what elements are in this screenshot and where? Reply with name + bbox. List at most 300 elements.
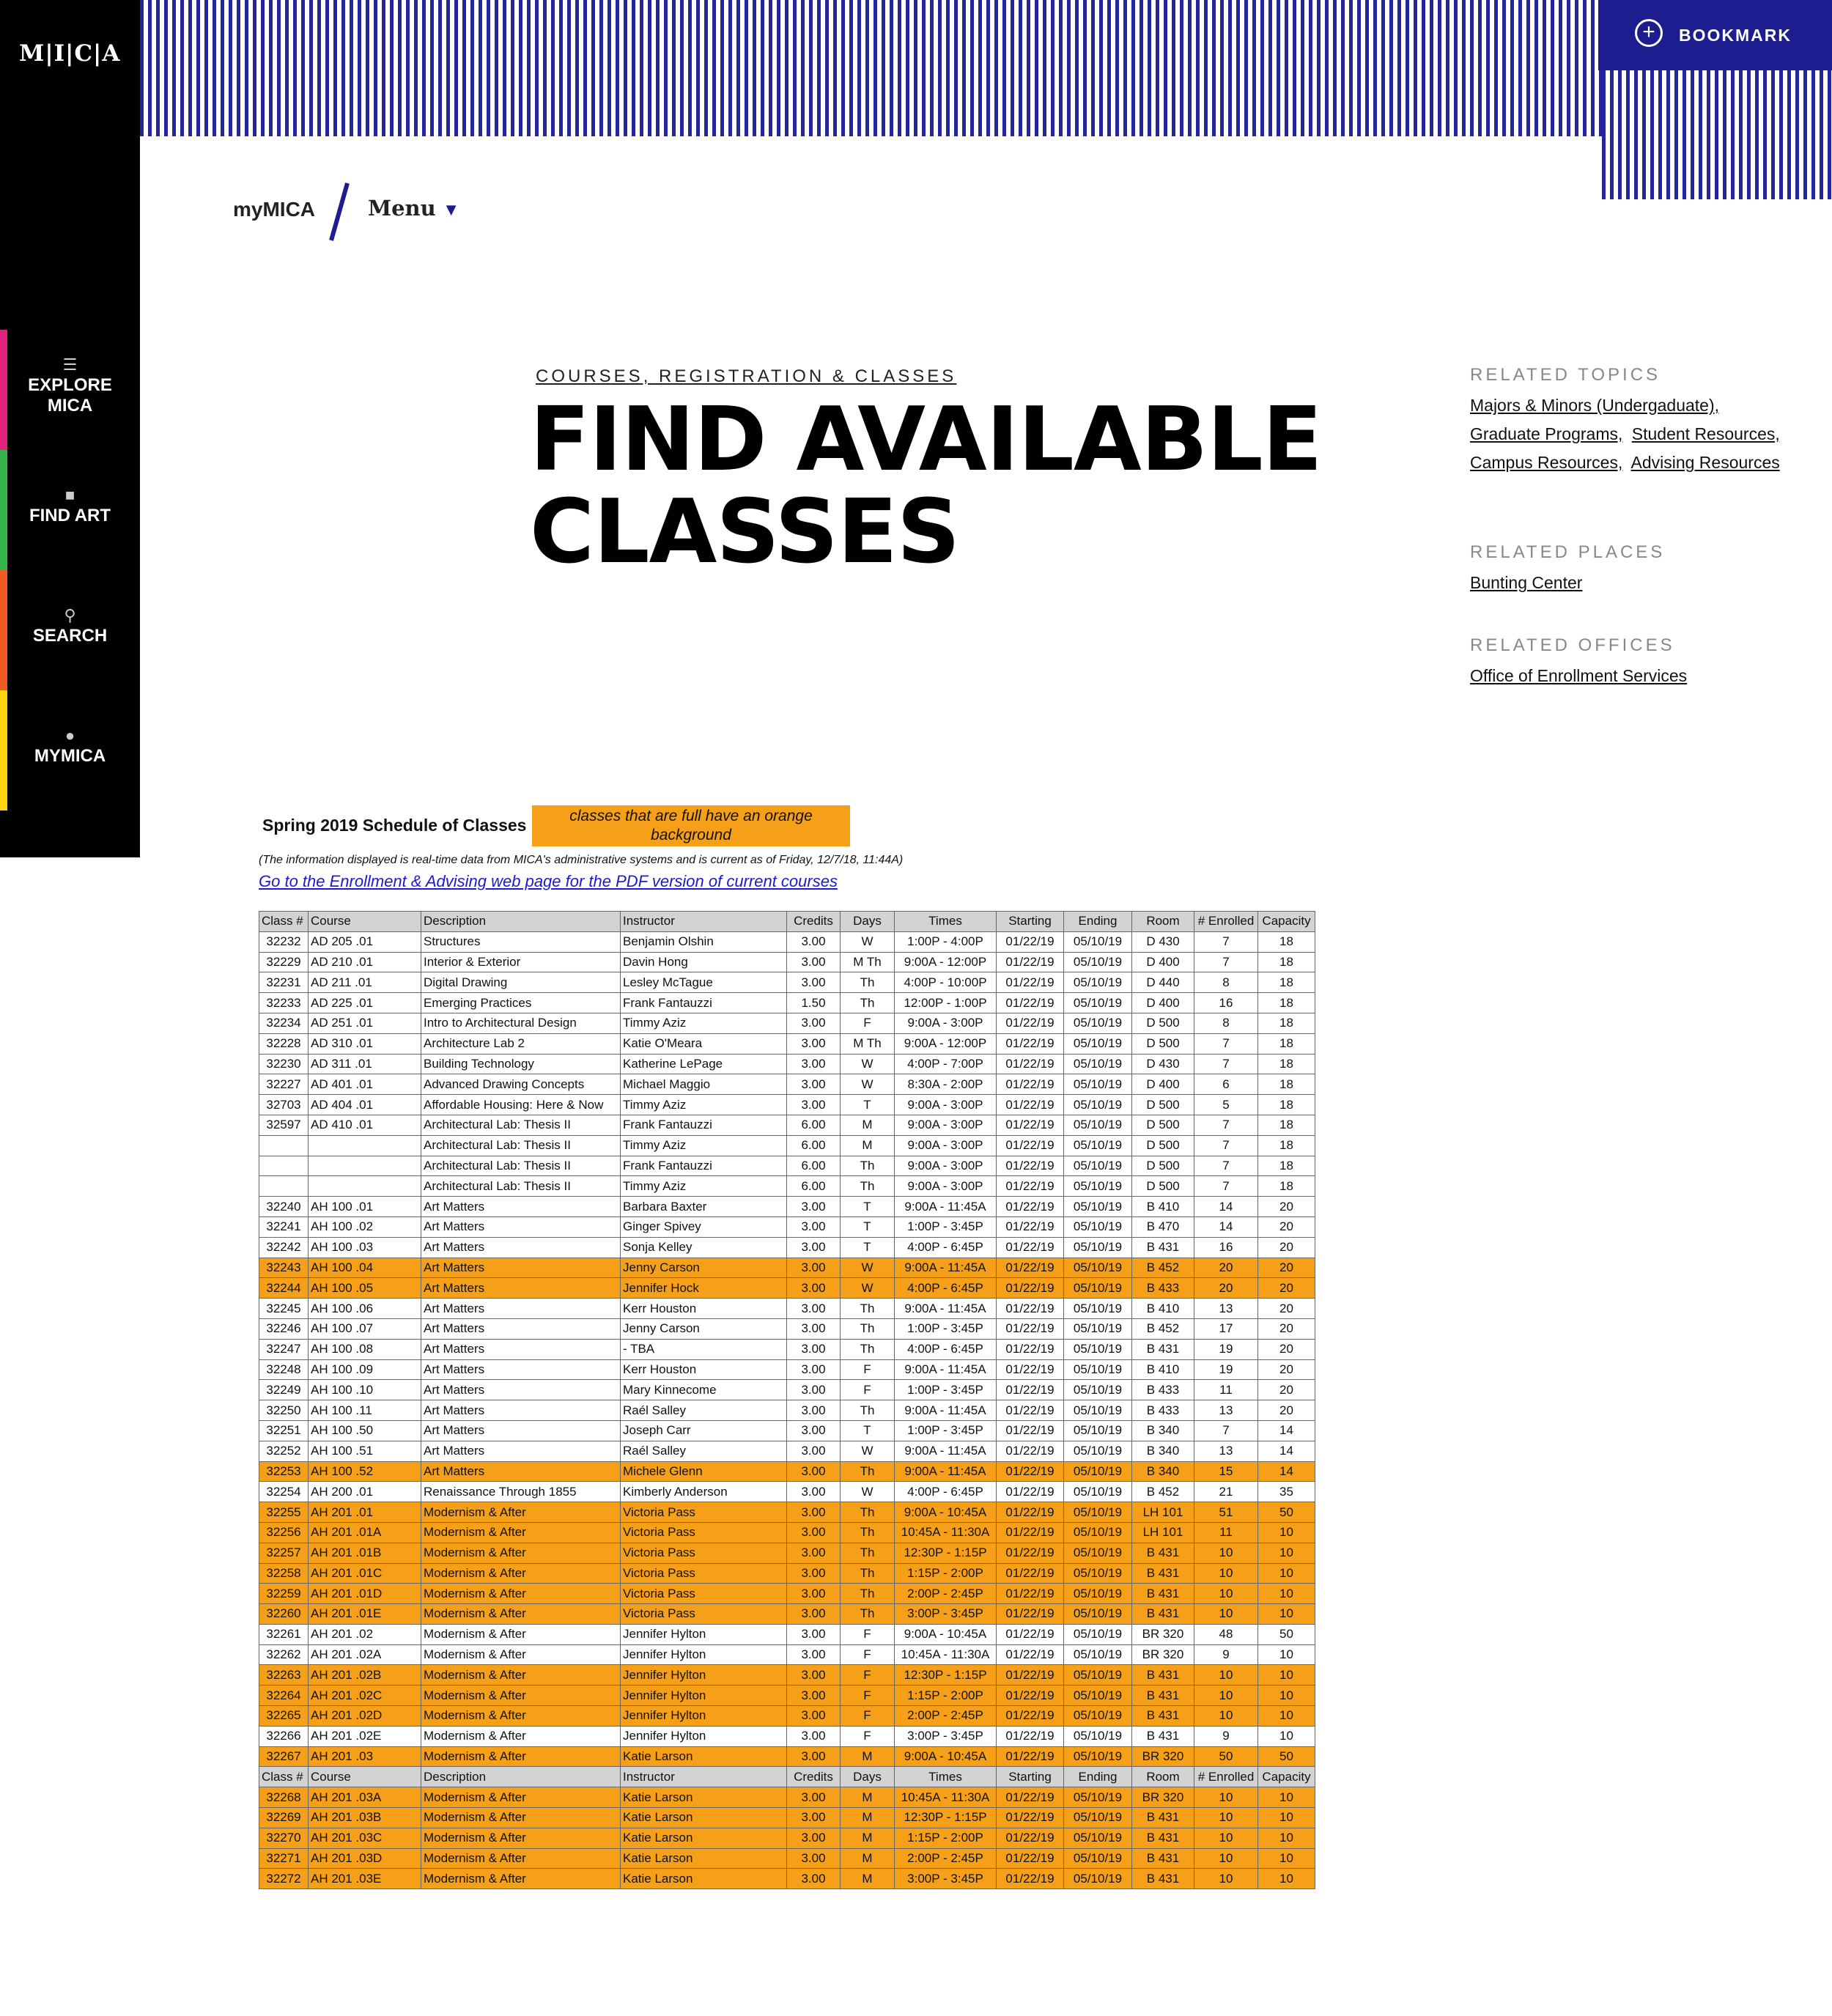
table-cell: 32231 [259, 972, 309, 993]
table-cell: 01/22/19 [997, 1706, 1064, 1727]
table-cell: 9:00A - 3:00P [895, 1095, 997, 1115]
table-cell: Art Matters [421, 1299, 621, 1319]
table-cell: 01/22/19 [997, 1828, 1064, 1848]
table-cell: AH 100 .07 [309, 1318, 421, 1339]
column-header: Class # [259, 1767, 309, 1787]
table-cell: Architectural Lab: Thesis II [421, 1135, 621, 1156]
table-cell: 7 [1194, 952, 1258, 972]
table-cell: BR 320 [1132, 1624, 1194, 1644]
table-cell: 7 [1194, 1420, 1258, 1441]
table-cell: 1:00P - 3:45P [895, 1318, 997, 1339]
column-header: Credits [787, 1767, 841, 1787]
column-header: Starting [997, 912, 1064, 932]
table-cell: AH 100 .51 [309, 1441, 421, 1461]
table-cell: 3.00 [787, 952, 841, 972]
table-cell: 32271 [259, 1848, 309, 1869]
table-cell: 18 [1258, 1176, 1315, 1197]
table-cell: 4:00P - 10:00P [895, 972, 997, 993]
pdf-version-link[interactable]: Go to the Enrollment & Advising web page for the PDF version of current courses [259, 872, 838, 890]
related-topic-link[interactable]: Student Resources, [1631, 424, 1780, 443]
table-cell: 05/10/19 [1064, 1380, 1132, 1400]
table-cell: 3.00 [787, 1278, 841, 1299]
table-cell: 9:00A - 11:45A [895, 1400, 997, 1421]
table-cell: 10 [1258, 1848, 1315, 1869]
table-cell: F [841, 1726, 895, 1746]
menu-dropdown[interactable] [368, 196, 457, 221]
table-row [259, 1237, 1315, 1258]
table-cell: D 500 [1132, 1176, 1194, 1197]
table-cell: Katie Larson [621, 1828, 787, 1848]
table-cell: B 431 [1132, 1604, 1194, 1625]
table-cell: AH 201 .02E [309, 1726, 421, 1746]
table-cell: 01/22/19 [997, 1644, 1064, 1665]
table-cell: AH 201 .03D [309, 1848, 421, 1869]
table-row [259, 1359, 1315, 1380]
table-cell: 10 [1194, 1665, 1258, 1685]
table-cell: 32261 [259, 1624, 309, 1644]
table-cell: 35 [1258, 1482, 1315, 1502]
table-cell: 32229 [259, 952, 309, 972]
column-header: Days [841, 1767, 895, 1787]
page-title-line: CLASSES [530, 481, 960, 583]
table-cell: Art Matters [421, 1278, 621, 1299]
table-cell: 01/22/19 [997, 1543, 1064, 1563]
book-icon: ■ [64, 486, 75, 504]
table-cell: 8:30A - 2:00P [895, 1074, 997, 1095]
table-cell: AH 100 .06 [309, 1299, 421, 1319]
table-cell: B 433 [1132, 1278, 1194, 1299]
table-cell: AD 251 .01 [309, 1013, 421, 1033]
table-cell: 32251 [259, 1420, 309, 1441]
table-cell: 50 [1258, 1502, 1315, 1523]
table-cell: 9:00A - 3:00P [895, 1135, 997, 1156]
table-row [259, 1624, 1315, 1644]
table-cell: Modernism & After [421, 1808, 621, 1828]
table-cell: Modernism & After [421, 1502, 621, 1523]
table-cell: 01/22/19 [997, 1318, 1064, 1339]
table-cell: 05/10/19 [1064, 952, 1132, 972]
table-cell: 19 [1194, 1339, 1258, 1359]
related-topic-link[interactable]: Majors & Minors (Undergaduate), [1470, 396, 1720, 415]
table-cell: Victoria Pass [621, 1584, 787, 1604]
table-cell: 18 [1258, 1115, 1315, 1135]
table-cell: 50 [1258, 1624, 1315, 1644]
table-cell: 18 [1258, 1054, 1315, 1074]
table-cell: 12:30P - 1:15P [895, 1543, 997, 1563]
table-cell: Barbara Baxter [621, 1197, 787, 1217]
table-cell: 3.00 [787, 1013, 841, 1033]
table-row [259, 1848, 1315, 1869]
table-cell: Art Matters [421, 1400, 621, 1421]
table-cell: 32249 [259, 1380, 309, 1400]
table-cell [259, 1176, 309, 1197]
related-offices-heading: RELATED OFFICES [1470, 635, 1675, 655]
table-cell: 1:00P - 3:45P [895, 1380, 997, 1400]
table-cell: 19 [1194, 1359, 1258, 1380]
table-cell: AH 201 .01E [309, 1604, 421, 1625]
table-cell: Th [841, 1156, 895, 1176]
table-cell: 32703 [259, 1095, 309, 1115]
table-row [259, 1095, 1315, 1115]
table-cell: Th [841, 1176, 895, 1197]
table-cell: 32266 [259, 1726, 309, 1746]
menu-icon: ☰ [62, 355, 78, 374]
table-cell: 01/22/19 [997, 1482, 1064, 1502]
table-row [259, 1033, 1315, 1054]
related-offices-links [1470, 662, 1792, 690]
table-cell: 05/10/19 [1064, 1746, 1132, 1767]
table-cell: 14 [1258, 1420, 1315, 1441]
slash-divider-icon [328, 182, 350, 242]
table-row [259, 1665, 1315, 1685]
nav-mymica[interactable] [0, 690, 140, 811]
table-cell: 05/10/19 [1064, 1033, 1132, 1054]
table-cell: 05/10/19 [1064, 1237, 1132, 1258]
table-row [259, 1604, 1315, 1625]
table-cell: AH 201 .01 [309, 1502, 421, 1523]
table-cell: 01/22/19 [997, 1339, 1064, 1359]
table-cell: F [841, 1685, 895, 1706]
table-cell: AH 201 .03 [309, 1746, 421, 1767]
table-cell: 32241 [259, 1216, 309, 1237]
table-row [259, 1522, 1315, 1543]
table-cell: D 430 [1132, 931, 1194, 952]
table-cell: Katie O'Meara [621, 1033, 787, 1054]
table-cell: AD 210 .01 [309, 952, 421, 972]
table-cell: 01/22/19 [997, 931, 1064, 952]
table-cell: M [841, 1135, 895, 1156]
table-row [259, 1726, 1315, 1746]
table-cell: 2:00P - 2:45P [895, 1848, 997, 1869]
table-cell: T [841, 1216, 895, 1237]
table-cell: 9:00A - 10:45A [895, 1502, 997, 1523]
nav-color-bar [0, 570, 7, 690]
table-cell: 32232 [259, 931, 309, 952]
table-cell: 10 [1194, 1808, 1258, 1828]
table-row [259, 1278, 1315, 1299]
mica-logo[interactable]: M|I|C|A [19, 40, 121, 67]
table-cell: B 470 [1132, 1216, 1194, 1237]
table-cell: 01/22/19 [997, 1074, 1064, 1095]
table-cell: 7 [1194, 1115, 1258, 1135]
table-cell: M [841, 1828, 895, 1848]
table-cell: 3.00 [787, 931, 841, 952]
table-cell: AH 201 .01D [309, 1584, 421, 1604]
table-cell: 32268 [259, 1787, 309, 1808]
table-cell: 32260 [259, 1604, 309, 1625]
table-cell: Th [841, 1563, 895, 1584]
table-cell: 3.00 [787, 1400, 841, 1421]
table-cell: 3.00 [787, 1258, 841, 1278]
table-cell: AH 201 .02B [309, 1665, 421, 1685]
nav-search[interactable] [0, 570, 140, 690]
table-cell: Th [841, 1522, 895, 1543]
table-cell: Art Matters [421, 1380, 621, 1400]
table-cell: 05/10/19 [1064, 1644, 1132, 1665]
table-cell: 32245 [259, 1299, 309, 1319]
table-cell: Katie Larson [621, 1808, 787, 1828]
table-cell: 6.00 [787, 1135, 841, 1156]
table-cell: B 431 [1132, 1685, 1194, 1706]
table-cell: 32270 [259, 1828, 309, 1848]
table-cell: 9 [1194, 1644, 1258, 1665]
column-header: Course [309, 1767, 421, 1787]
table-cell: 9:00A - 10:45A [895, 1746, 997, 1767]
table-cell: 01/22/19 [997, 1502, 1064, 1523]
table-cell: F [841, 1013, 895, 1033]
table-cell: Kerr Houston [621, 1359, 787, 1380]
table-cell: Frank Fantauzzi [621, 1115, 787, 1135]
table-cell: M [841, 1787, 895, 1808]
table-cell: AD 205 .01 [309, 931, 421, 952]
table-row [259, 993, 1315, 1013]
table-cell: 01/22/19 [997, 1054, 1064, 1074]
table-row [259, 1318, 1315, 1339]
table-cell: B 433 [1132, 1380, 1194, 1400]
table-cell: 32240 [259, 1197, 309, 1217]
table-cell: 18 [1258, 1095, 1315, 1115]
table-cell: 3.00 [787, 1746, 841, 1767]
table-cell: D 500 [1132, 1115, 1194, 1135]
table-cell: 10 [1194, 1543, 1258, 1563]
table-cell: F [841, 1359, 895, 1380]
nav-explore-label: EXPLORE MICA [28, 375, 112, 416]
table-cell: 05/10/19 [1064, 993, 1132, 1013]
table-cell: 32597 [259, 1115, 309, 1135]
table-cell: Th [841, 1502, 895, 1523]
table-cell: 5 [1194, 1095, 1258, 1115]
table-cell: 3.00 [787, 1787, 841, 1808]
table-cell: AH 100 .01 [309, 1197, 421, 1217]
table-cell: Art Matters [421, 1441, 621, 1461]
table-cell: 50 [1194, 1746, 1258, 1767]
table-cell: Frank Fantauzzi [621, 1156, 787, 1176]
table-cell: 10 [1194, 1584, 1258, 1604]
table-cell: 3.00 [787, 1482, 841, 1502]
table-cell: 10 [1194, 1706, 1258, 1727]
table-cell: 01/22/19 [997, 1869, 1064, 1889]
table-cell: 3.00 [787, 1726, 841, 1746]
table-cell: 1:15P - 2:00P [895, 1828, 997, 1848]
category-link[interactable]: COURSES, REGISTRATION & CLASSES [536, 366, 957, 386]
table-cell: 3.00 [787, 1563, 841, 1584]
nav-explore-mica[interactable] [0, 330, 140, 450]
column-header: Course [309, 912, 421, 932]
table-cell: B 431 [1132, 1584, 1194, 1604]
table-cell: 10 [1194, 1604, 1258, 1625]
table-cell: AH 201 .02A [309, 1644, 421, 1665]
menu-label: Menu [368, 196, 436, 221]
table-row [259, 1441, 1315, 1461]
table-cell: 3.00 [787, 1461, 841, 1482]
table-cell: 12:00P - 1:00P [895, 993, 997, 1013]
table-cell: AH 201 .01B [309, 1543, 421, 1563]
table-cell: 3:00P - 3:45P [895, 1726, 997, 1746]
table-row [259, 1706, 1315, 1727]
table-cell: 32233 [259, 993, 309, 1013]
nav-find-art[interactable] [0, 450, 140, 570]
table-cell: 05/10/19 [1064, 1522, 1132, 1543]
table-cell: 18 [1258, 993, 1315, 1013]
table-cell: 05/10/19 [1064, 1318, 1132, 1339]
table-cell: D 500 [1132, 1135, 1194, 1156]
mymica-link[interactable]: myMICA [233, 198, 316, 221]
table-row [259, 1808, 1315, 1828]
table-cell: 32246 [259, 1318, 309, 1339]
table-cell: W [841, 1482, 895, 1502]
table-cell: 10 [1194, 1787, 1258, 1808]
table-cell: 4:00P - 6:45P [895, 1278, 997, 1299]
table-cell: Art Matters [421, 1216, 621, 1237]
table-cell: W [841, 1441, 895, 1461]
table-cell: B 433 [1132, 1400, 1194, 1421]
table-cell [309, 1176, 421, 1197]
table-cell: 20 [1194, 1278, 1258, 1299]
table-cell: 10 [1258, 1584, 1315, 1604]
table-cell: Affordable Housing: Here & Now [421, 1095, 621, 1115]
table-cell: 17 [1194, 1318, 1258, 1339]
table-cell: Jennifer Hylton [621, 1685, 787, 1706]
bookmark-button[interactable] [1598, 0, 1832, 70]
table-row [259, 952, 1315, 972]
column-header: Room [1132, 912, 1194, 932]
table-cell: 4:00P - 6:45P [895, 1482, 997, 1502]
table-cell: F [841, 1624, 895, 1644]
table-cell: Architectural Lab: Thesis II [421, 1115, 621, 1135]
table-cell: 10 [1258, 1644, 1315, 1665]
table-cell: 10 [1194, 1563, 1258, 1584]
column-header: Times [895, 912, 997, 932]
table-cell: 10:45A - 11:30A [895, 1787, 997, 1808]
related-office-link[interactable]: Office of Enrollment Services [1470, 666, 1688, 685]
table-cell: 3.00 [787, 1299, 841, 1319]
table-cell: 9:00A - 12:00P [895, 952, 997, 972]
table-cell: 6.00 [787, 1156, 841, 1176]
table-cell: 7 [1194, 1054, 1258, 1074]
table-cell: 3:00P - 3:45P [895, 1604, 997, 1625]
table-cell: 4:00P - 6:45P [895, 1237, 997, 1258]
table-cell: 10 [1258, 1706, 1315, 1727]
table-cell: 10 [1194, 1685, 1258, 1706]
table-cell: AD 404 .01 [309, 1095, 421, 1115]
table-cell: Davin Hong [621, 952, 787, 972]
table-cell: 32263 [259, 1665, 309, 1685]
table-cell: Modernism & After [421, 1828, 621, 1848]
table-cell: AH 200 .01 [309, 1482, 421, 1502]
related-place-link[interactable]: Bunting Center [1470, 573, 1583, 592]
table-cell: 1:15P - 2:00P [895, 1685, 997, 1706]
table-cell: 05/10/19 [1064, 1156, 1132, 1176]
table-cell: 05/10/19 [1064, 1869, 1132, 1889]
table-cell: 3.00 [787, 1339, 841, 1359]
table-cell: Th [841, 993, 895, 1013]
table-cell: 01/22/19 [997, 1380, 1064, 1400]
table-cell: 05/10/19 [1064, 1543, 1132, 1563]
table-cell: B 431 [1132, 1726, 1194, 1746]
table-cell: M [841, 1746, 895, 1767]
table-cell: B 431 [1132, 1828, 1194, 1848]
table-cell: F [841, 1706, 895, 1727]
table-cell: 01/22/19 [997, 1848, 1064, 1869]
table-cell: Jenny Carson [621, 1318, 787, 1339]
column-header: Description [421, 912, 621, 932]
table-cell: 05/10/19 [1064, 1665, 1132, 1685]
caret-down-icon: ▼ [446, 202, 457, 218]
table-row [259, 1299, 1315, 1319]
table-cell: 9:00A - 11:45A [895, 1197, 997, 1217]
table-row [259, 1746, 1315, 1767]
table-cell: 05/10/19 [1064, 1278, 1132, 1299]
table-cell: 32250 [259, 1400, 309, 1421]
table-row [259, 1135, 1315, 1156]
table-cell: Th [841, 972, 895, 993]
table-cell: Th [841, 1543, 895, 1563]
table-cell: 01/22/19 [997, 1216, 1064, 1237]
table-cell: T [841, 1237, 895, 1258]
table-cell: B 340 [1132, 1441, 1194, 1461]
table-cell: 05/10/19 [1064, 1502, 1132, 1523]
table-cell: M [841, 1808, 895, 1828]
column-header: Capacity [1258, 1767, 1315, 1787]
table-cell: Th [841, 1400, 895, 1421]
table-cell: 20 [1194, 1258, 1258, 1278]
table-cell: 01/22/19 [997, 1095, 1064, 1115]
table-cell: 01/22/19 [997, 1176, 1064, 1197]
table-cell: T [841, 1095, 895, 1115]
table-cell: Structures [421, 931, 621, 952]
table-cell: 1:00P - 3:45P [895, 1216, 997, 1237]
table-cell: 32252 [259, 1441, 309, 1461]
search-icon: ⚲ [64, 606, 76, 624]
nav-color-bar [0, 450, 7, 570]
related-topic-link[interactable]: Advising Resources [1630, 453, 1780, 472]
stripe-banner-extension [1602, 70, 1832, 199]
table-cell: 7 [1194, 1156, 1258, 1176]
table-cell: Architectural Lab: Thesis II [421, 1176, 621, 1197]
table-cell: Modernism & After [421, 1848, 621, 1869]
table-cell: 18 [1258, 1033, 1315, 1054]
related-topic-link[interactable]: Campus Resources, [1470, 453, 1623, 472]
table-cell: 3.00 [787, 1441, 841, 1461]
table-cell: 05/10/19 [1064, 1400, 1132, 1421]
table-cell: 3.00 [787, 1033, 841, 1054]
table-cell: AH 201 .01A [309, 1522, 421, 1543]
table-row [259, 1563, 1315, 1584]
table-cell: Timmy Aziz [621, 1013, 787, 1033]
table-cell: D 500 [1132, 1095, 1194, 1115]
table-cell: AD 410 .01 [309, 1115, 421, 1135]
table-cell: 10 [1258, 1563, 1315, 1584]
table-cell: 01/22/19 [997, 1584, 1064, 1604]
table-cell: Katie Larson [621, 1746, 787, 1767]
table-cell: 20 [1258, 1237, 1315, 1258]
table-cell: Modernism & After [421, 1869, 621, 1889]
table-row [259, 931, 1315, 952]
table-cell: AH 100 .50 [309, 1420, 421, 1441]
table-cell: B 431 [1132, 1543, 1194, 1563]
table-cell: 05/10/19 [1064, 1563, 1132, 1584]
table-cell: 20 [1258, 1197, 1315, 1217]
related-topic-link[interactable]: Graduate Programs, [1470, 424, 1623, 443]
table-cell: 21 [1194, 1482, 1258, 1502]
related-topics-heading: RELATED TOPICS [1470, 365, 1661, 385]
table-cell: 05/10/19 [1064, 1258, 1132, 1278]
nav-search-label: SEARCH [32, 626, 108, 646]
table-cell: Michele Glenn [621, 1461, 787, 1482]
table-cell: 32234 [259, 1013, 309, 1033]
table-cell: Th [841, 1604, 895, 1625]
column-header: Credits [787, 912, 841, 932]
